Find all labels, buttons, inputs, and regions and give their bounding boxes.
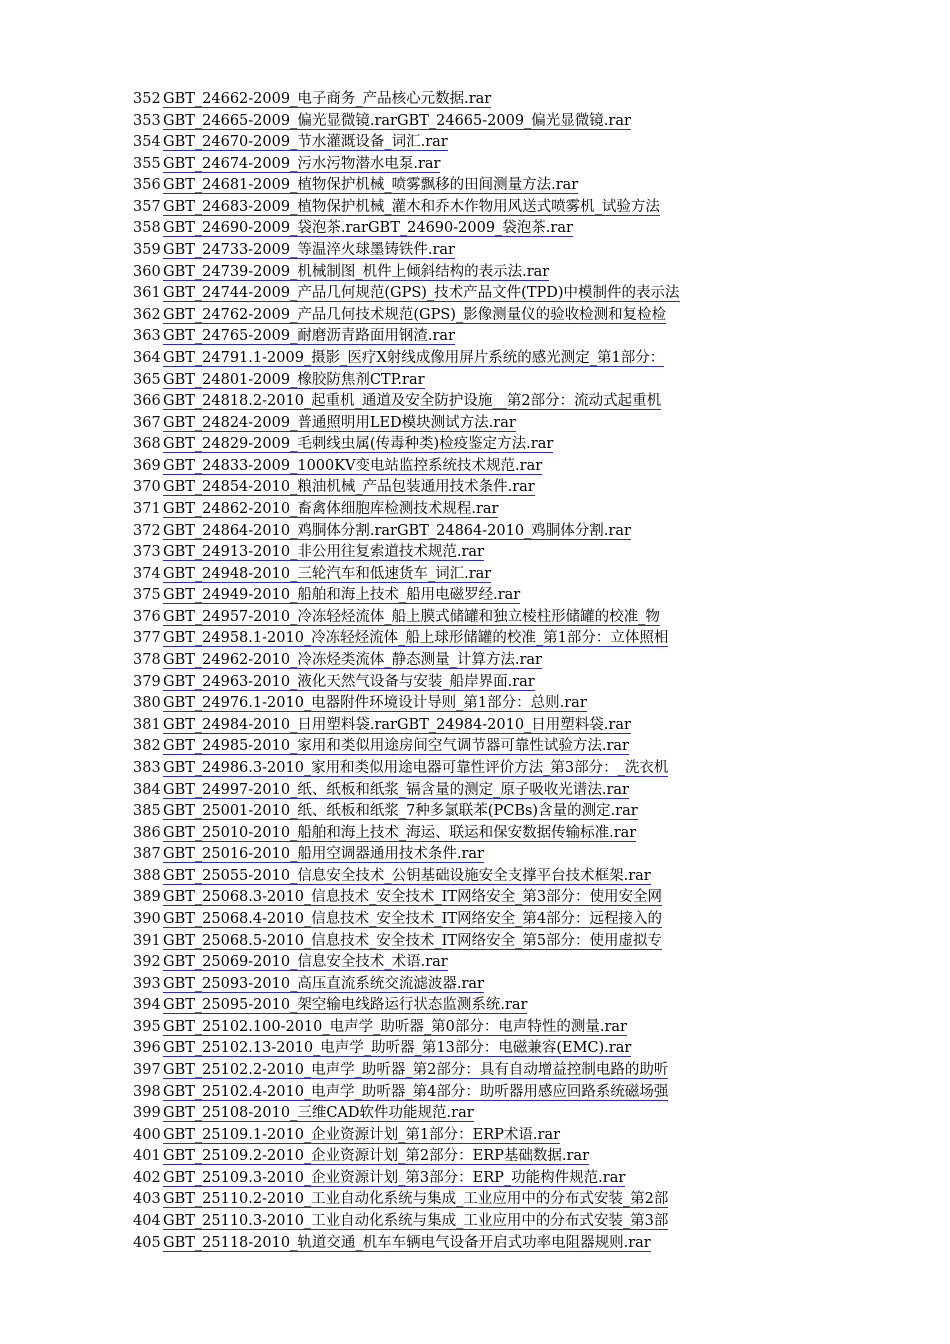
list-item	[133, 456, 753, 478]
item-number: 398	[133, 1083, 161, 1100]
list-item	[133, 1038, 753, 1060]
item-number: 401	[133, 1148, 161, 1165]
file-link[interactable]: GBT_24962-2010_冷冻烃类流体_静态测量_计算方法.rar	[163, 652, 542, 669]
item-number: 377	[133, 630, 161, 647]
list-item	[133, 628, 753, 650]
list-item	[133, 887, 753, 909]
file-link[interactable]: GBT_24985-2010_家用和类似用途房间空气调节器可靠性试验方法.rar	[163, 738, 629, 755]
item-number: 361	[133, 285, 161, 302]
item-number: 393	[133, 975, 161, 992]
item-number: 385	[133, 803, 161, 820]
item-number: 379	[133, 673, 161, 690]
list-item	[133, 564, 753, 586]
item-number: 397	[133, 1062, 161, 1079]
list-item	[133, 391, 753, 413]
item-number: 389	[133, 889, 161, 906]
file-link[interactable]: GBT_24683-2009_植物保护机械_灌木和乔木作物用风送式喷雾机_试验方法	[163, 198, 660, 215]
list-item	[133, 413, 753, 435]
item-number: 372	[133, 522, 161, 539]
list-item	[133, 1211, 753, 1233]
file-link[interactable]: GBT_24997-2010_纸、纸板和纸浆_镉含量的测定_原子吸收光谱法.rar	[163, 781, 629, 798]
list-item	[133, 1233, 753, 1255]
item-number: 367	[133, 414, 161, 431]
list-item	[133, 262, 753, 284]
list-item	[133, 89, 753, 111]
list-item	[133, 1060, 753, 1082]
list-item	[133, 672, 753, 694]
item-number: 358	[133, 220, 161, 237]
file-link[interactable]: GBT_24681-2009_植物保护机械_喷雾飘移的田间测量方法.rar	[163, 177, 579, 194]
file-link[interactable]: GBT_25001-2010_纸、纸板和纸浆_7种多氯联苯(PCBs)含量的测定.rar	[163, 803, 638, 820]
item-number: 353	[133, 112, 161, 129]
item-number: 384	[133, 781, 161, 798]
item-number: 374	[133, 565, 161, 582]
item-number: 363	[133, 328, 161, 345]
file-link[interactable]: GBT_24963-2010_液化天然气设备与安装_船岸界面.rar	[163, 673, 535, 690]
file-link[interactable]: GBT_24690-2009_袋泡茶.rarGBT_24690-2009_袋泡茶.rar	[163, 220, 573, 237]
list-item	[133, 909, 753, 931]
list-item	[133, 1017, 753, 1039]
list-item	[133, 585, 753, 607]
item-number: 376	[133, 608, 161, 625]
list-item	[133, 952, 753, 974]
item-number: 365	[133, 371, 161, 388]
file-link[interactable]: GBT_25055-2010_信息安全技术_公钥基础设施安全支撑平台技术框架.rar	[163, 867, 651, 884]
file-link[interactable]: GBT_24665-2009_偏光显微镜.rarGBT_24665-2009_偏光显微镜.rar	[163, 112, 631, 129]
item-number: 404	[133, 1213, 161, 1230]
file-link[interactable]: GBT_25093-2010_高压直流系统交流滤波器.rar	[163, 975, 484, 992]
file-link[interactable]: GBT_24739-2009_机械制图_机件上倾斜结构的表示法.rar	[163, 263, 550, 280]
list-item	[133, 1189, 753, 1211]
list-item	[133, 1125, 753, 1147]
file-link[interactable]: GBT_24765-2009_耐磨沥青路面用钢渣.rar	[163, 328, 455, 345]
list-item	[133, 650, 753, 672]
item-number: 387	[133, 846, 161, 863]
item-number: 399	[133, 1105, 161, 1122]
file-link[interactable]: GBT_24986.3-2010_家用和类似用途电器可靠性评价方法_第3部分：_洗衣机	[163, 759, 669, 776]
list-item	[133, 780, 753, 802]
file-link[interactable]: GBT_24662-2009_电子商务_产品核心元数据.rar	[163, 91, 492, 107]
list-item	[133, 521, 753, 543]
item-number: 370	[133, 479, 161, 496]
list-item	[133, 715, 753, 737]
item-number: 390	[133, 910, 161, 927]
file-link[interactable]: GBT_24818.2-2010_起重机_通道及安全防护设施__第2部分：流动式起重机	[163, 393, 662, 410]
list-item	[133, 218, 753, 240]
item-number: 383	[133, 759, 161, 776]
file-link[interactable]: GBT_24791.1-2009_摄影_医疗X射线成像用屏片系统的感光测定_第1部分：	[163, 349, 665, 366]
item-number: 403	[133, 1191, 161, 1208]
item-number: 378	[133, 652, 161, 669]
list-item	[133, 1103, 753, 1125]
list-item	[133, 823, 753, 845]
list-item	[133, 326, 753, 348]
file-link[interactable]: GBT_24833-2009_1000KV变电站监控系统技术规范.rar	[163, 457, 543, 474]
item-number: 394	[133, 997, 161, 1014]
list-item	[133, 132, 753, 154]
list-item	[133, 499, 753, 521]
list-item	[133, 197, 753, 219]
file-link[interactable]: GBT_25068.4-2010_信息技术_安全技术_IT网络安全_第4部分：远程接入的	[163, 910, 663, 927]
item-number: 360	[133, 263, 161, 280]
list-item	[133, 607, 753, 629]
file-link[interactable]: GBT_24762-2009_产品几何技术规范(GPS)_影像测量仪的验收检测和复检检	[163, 306, 667, 323]
file-link[interactable]: GBT_25110.3-2010_工业自动化系统与集成_工业应用中的分布式安装_第3部	[163, 1213, 669, 1230]
item-number: 391	[133, 932, 161, 949]
file-link[interactable]: GBT_24948-2010_三轮汽车和低速货车_词汇.rar	[163, 565, 492, 582]
item-number: 396	[133, 1040, 161, 1057]
file-link[interactable]: GBT_25102.100-2010_电声学_助听器_第0部分：电声特性的测量.rar	[163, 1018, 627, 1035]
item-number: 369	[133, 457, 161, 474]
item-number: 405	[133, 1234, 161, 1251]
file-link[interactable]: GBT_25069-2010_信息安全技术_术语.rar	[163, 954, 448, 971]
list-item	[133, 175, 753, 197]
file-link[interactable]: GBT_24949-2010_船舶和海上技术_船用电磁罗经.rar	[163, 587, 521, 604]
list-item	[133, 866, 753, 888]
item-number: 371	[133, 500, 161, 517]
file-link[interactable]: GBT_24864-2010_鸡胴体分割.rarGBT_24864-2010_鸡胴体分割.rar	[163, 522, 631, 539]
list-item	[133, 995, 753, 1017]
item-number: 402	[133, 1169, 161, 1186]
item-number: 368	[133, 436, 161, 453]
item-number: 357	[133, 198, 161, 215]
list-item	[133, 370, 753, 392]
item-number: 373	[133, 544, 161, 561]
item-number: 386	[133, 824, 161, 841]
item-number: 380	[133, 695, 161, 712]
file-link[interactable]: GBT_25068.5-2010_信息技术_安全技术_IT网络安全_第5部分：使用虚拟专	[163, 932, 663, 949]
list-item	[133, 1168, 753, 1190]
list-item	[133, 758, 753, 780]
file-list	[133, 89, 753, 1254]
file-link[interactable]: GBT_24984-2010_日用塑料袋.rarGBT_24984-2010_日用塑料袋.rar	[163, 716, 631, 733]
item-number: 382	[133, 738, 161, 755]
item-number: 381	[133, 716, 161, 733]
list-item	[133, 283, 753, 305]
file-link[interactable]: GBT_24824-2009_普通照明用LED模块测试方法.rar	[163, 414, 516, 431]
item-number: 362	[133, 306, 161, 323]
item-number: 356	[133, 177, 161, 194]
item-number: 366	[133, 393, 161, 410]
file-link[interactable]: GBT_25109.3-2010_企业资源计划_第3部分：ERP_功能构件规范.rar	[163, 1169, 626, 1186]
item-number: 355	[133, 155, 161, 172]
file-link[interactable]: GBT_24829-2009_毛刺线虫属(传毒种类)检疫鉴定方法.rar	[163, 436, 554, 453]
file-link[interactable]: GBT_24957-2010_冷冻轻烃流体_船上膜式储罐和独立棱柱形储罐的校准_物	[163, 608, 660, 625]
file-link[interactable]: GBT_24733-2009_等温淬火球墨铸铁件.rar	[163, 242, 455, 259]
file-link[interactable]: GBT_25102.2-2010_电声学_助听器_第2部分：具有自动增益控制电路的助听	[163, 1062, 669, 1079]
list-item	[133, 111, 753, 133]
item-number: 392	[133, 954, 161, 971]
list-item	[133, 477, 753, 499]
list-item	[133, 434, 753, 456]
list-item	[133, 305, 753, 327]
item-number: 364	[133, 349, 161, 366]
file-link[interactable]: GBT_24862-2010_畜禽体细胞库检测技术规程.rar	[163, 500, 499, 517]
file-link[interactable]: GBT_25102.13-2010_电声学_助听器_第13部分：电磁兼容(EMC).rar	[163, 1040, 632, 1057]
list-item	[133, 1082, 753, 1104]
file-link[interactable]: GBT_24854-2010_粮油机械_产品包装通用技术条件.rar	[163, 479, 535, 496]
file-link[interactable]: GBT_24913-2010_非公用往复索道技术规范.rar	[163, 544, 484, 561]
file-link[interactable]: GBT_25109.2-2010_企业资源计划_第2部分：ERP基础数据.rar	[163, 1148, 590, 1165]
file-link[interactable]: GBT_24744-2009_产品几何规范(GPS)_技术产品文件(TPD)中模制件的表示法	[163, 285, 680, 302]
file-link[interactable]: GBT_25108-2010_三维CAD软件功能规范.rar	[163, 1105, 474, 1122]
item-number: 375	[133, 587, 161, 604]
item-number: 400	[133, 1126, 161, 1143]
list-item	[133, 693, 753, 715]
list-item	[133, 542, 753, 564]
file-link[interactable]: GBT_25016-2010_船用空调器通用技术条件.rar	[163, 846, 484, 863]
item-number: 352	[133, 91, 161, 107]
file-link[interactable]: GBT_24670-2009_节水灌溉设备_词汇.rar	[163, 134, 448, 151]
file-link[interactable]: GBT_25102.4-2010_电声学_助听器_第4部分：助听器用感应回路系统磁场强	[163, 1083, 669, 1100]
file-link[interactable]: GBT_25068.3-2010_信息技术_安全技术_IT网络安全_第3部分：使用安全网	[163, 889, 663, 906]
list-item	[133, 154, 753, 176]
file-link[interactable]: GBT_25118-2010_轨道交通_机车车辆电气设备开启式功率电阻器规则.rar	[163, 1234, 651, 1251]
file-link[interactable]: GBT_25110.2-2010_工业自动化系统与集成_工业应用中的分布式安装_第2部	[163, 1191, 669, 1208]
list-item	[133, 348, 753, 370]
list-item	[133, 1146, 753, 1168]
item-number: 388	[133, 867, 161, 884]
list-item	[133, 801, 753, 823]
item-number: 354	[133, 134, 161, 151]
file-link[interactable]: GBT_24958.1-2010_冷冻轻烃流体_船上球形储罐的校准_第1部分：立体照相	[163, 630, 669, 647]
file-link[interactable]: GBT_24674-2009_污水污物潜水电泵.rar	[163, 155, 441, 172]
file-link[interactable]: GBT_25010-2010_船舶和海上技术_海运、联运和保安数据传输标准.rar	[163, 824, 637, 841]
file-link[interactable]: GBT_25095-2010_架空输电线路运行状态监测系统.rar	[163, 997, 528, 1014]
file-link[interactable]: GBT_25109.1-2010_企业资源计划_第1部分：ERP术语.rar	[163, 1126, 561, 1143]
file-link[interactable]: GBT_24801-2009_橡胶防焦剂CTP.rar	[163, 371, 425, 388]
list-item	[133, 736, 753, 758]
list-item	[133, 240, 753, 262]
item-number: 395	[133, 1018, 161, 1035]
list-item	[133, 974, 753, 996]
list-item	[133, 931, 753, 953]
item-number: 359	[133, 242, 161, 259]
file-link[interactable]: GBT_24976.1-2010_电器附件环境设计导则_第1部分：总则.rar	[163, 695, 587, 712]
list-item	[133, 844, 753, 866]
